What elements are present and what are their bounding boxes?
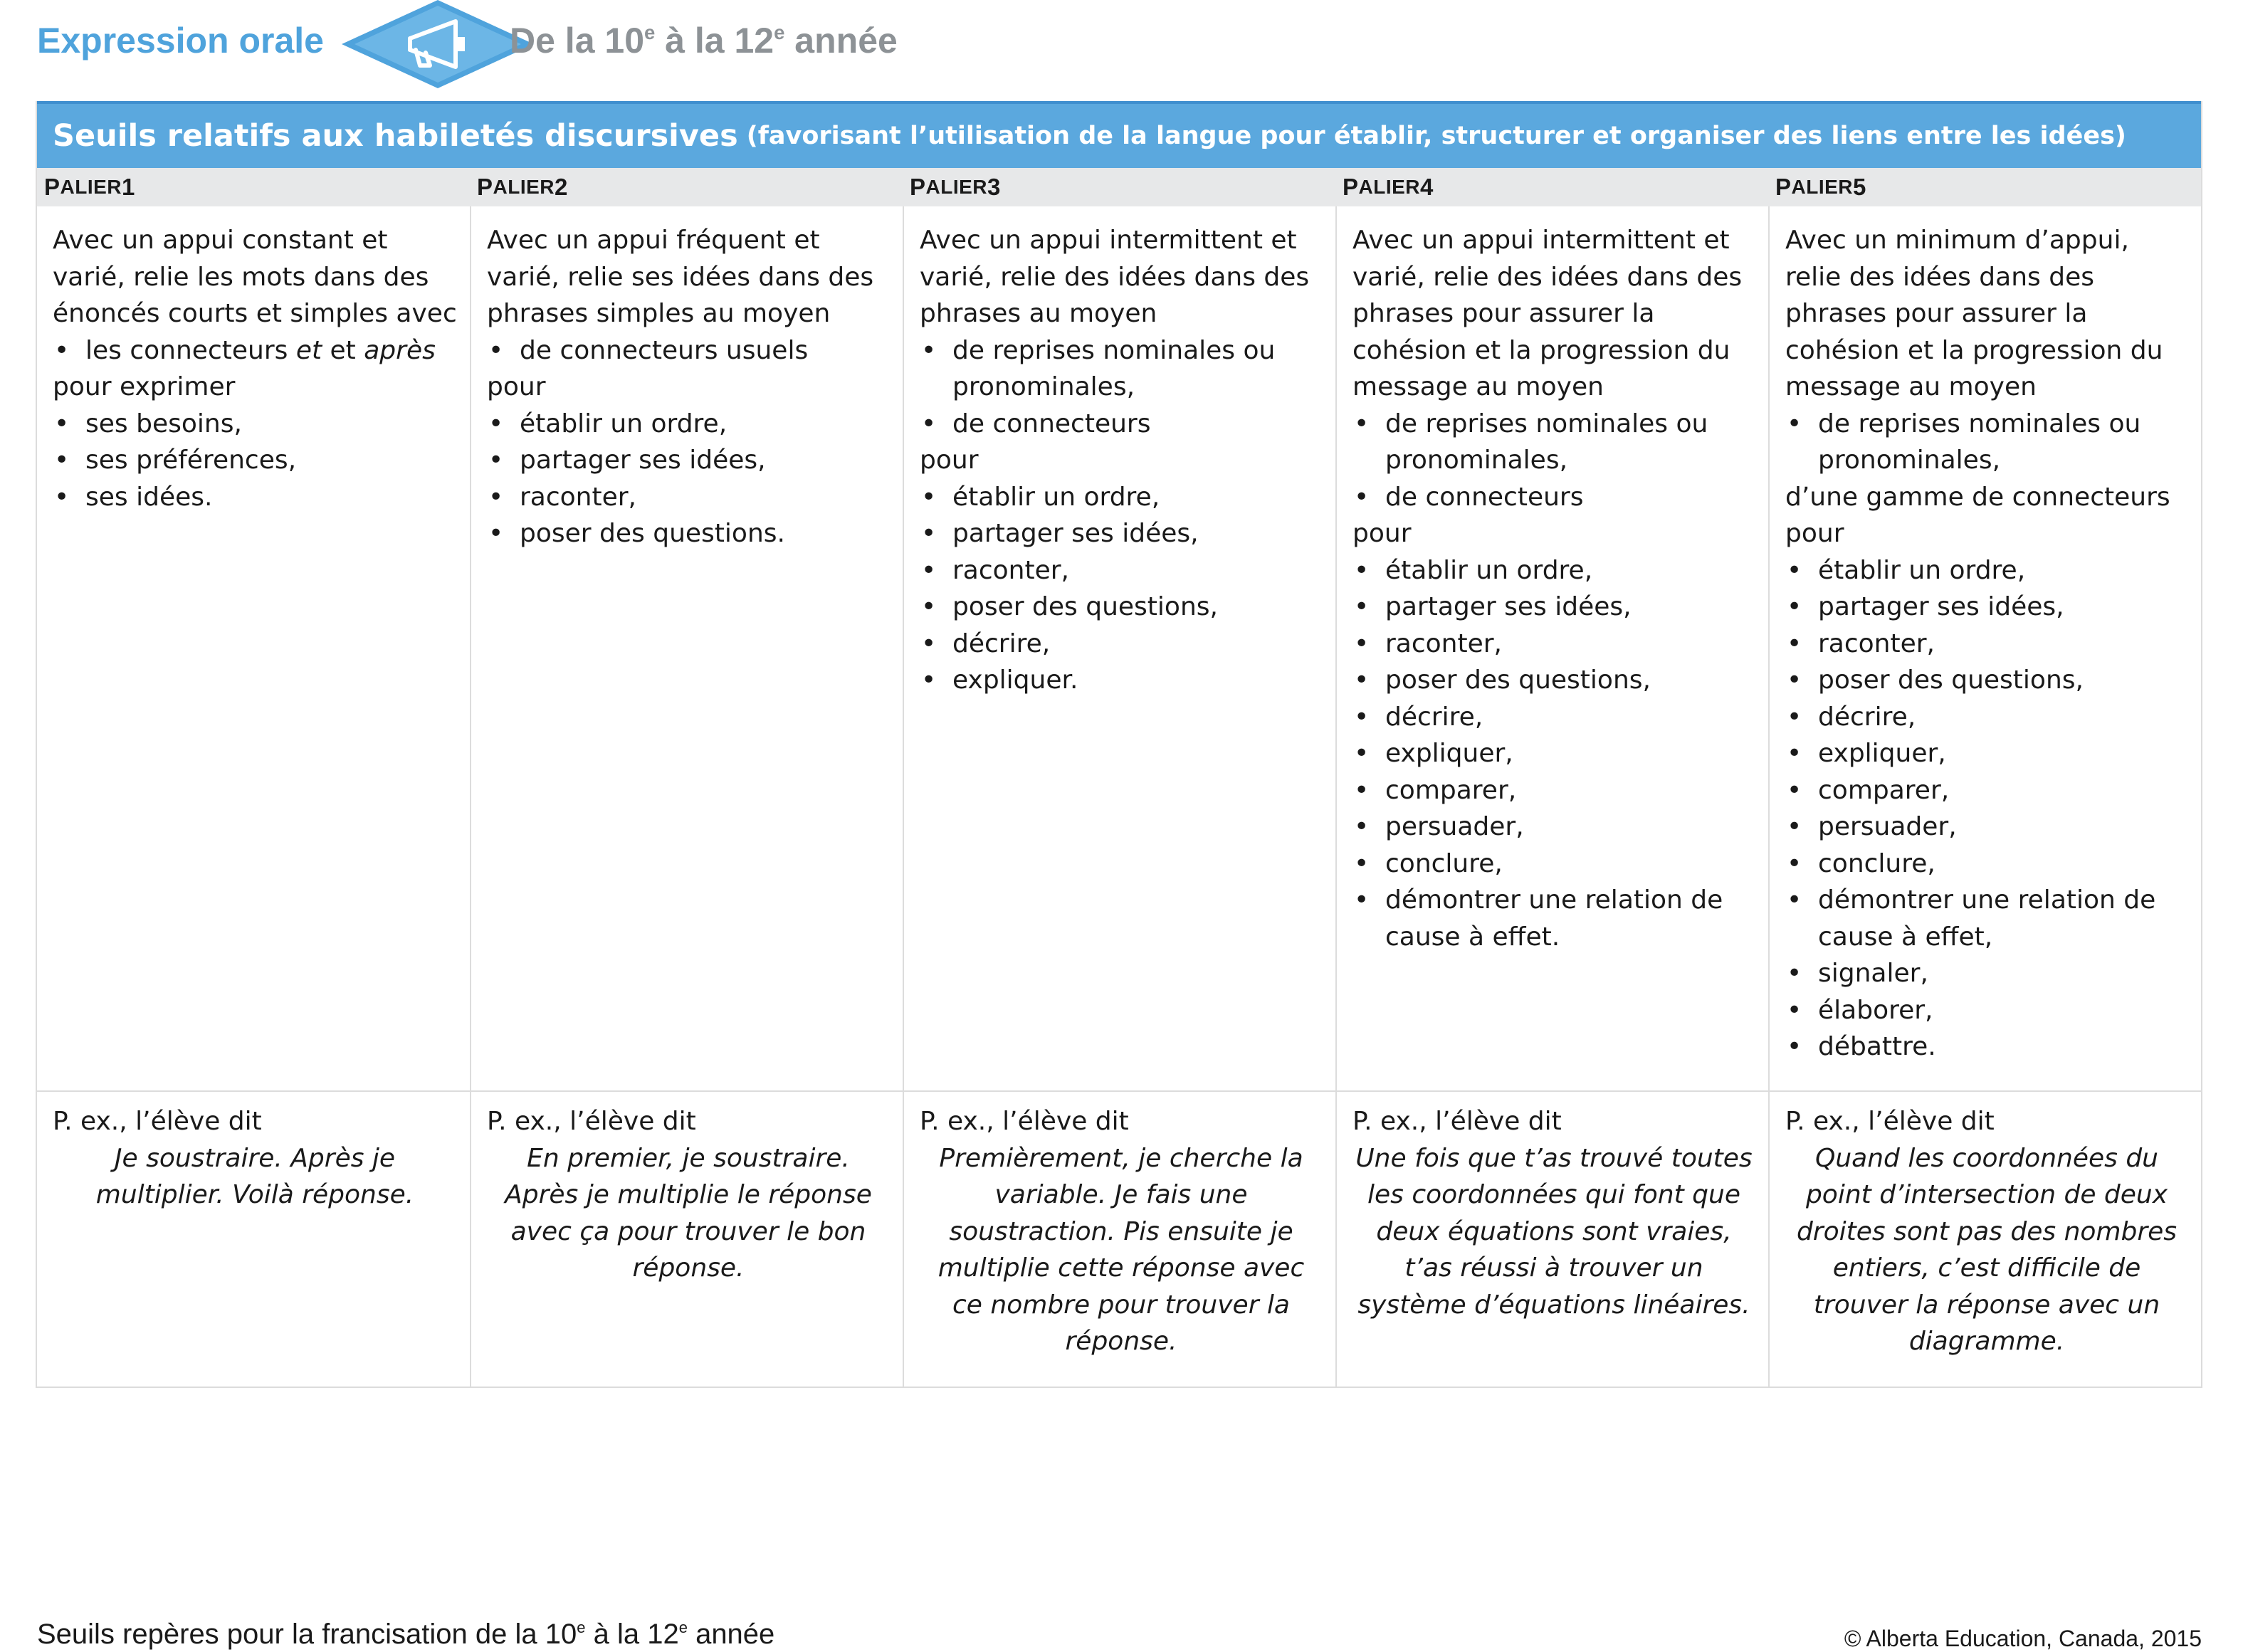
connector-list <box>920 332 1323 443</box>
list-item: • de reprises nominales ou pronominales, <box>920 332 1323 406</box>
list-item: • de reprises nominales ou pronominales, <box>1785 406 2188 479</box>
example-cell-5 <box>1768 1092 2201 1387</box>
level-header-2: P ALIER 2 <box>477 174 568 200</box>
list-item: • ses idées. <box>53 479 457 516</box>
level-header-4: P ALIER 4 <box>1343 174 1434 200</box>
purpose-list <box>1352 552 1755 956</box>
list-item: • ses préférences, <box>53 442 457 479</box>
descriptor-purpose: pour <box>487 372 546 401</box>
table-title: Seuils relatifs aux habiletés discursives <box>53 118 738 154</box>
list-item: • conclure, <box>1785 846 2188 883</box>
table-subtitle: (favorisant l’utilisation de la langue pour établir, structurer et organiser des liens entre les idées) <box>746 122 2126 150</box>
list-item: • partager ses idées, <box>1352 589 1755 626</box>
example-row <box>37 1090 2201 1387</box>
level-header-5: P ALIER 5 <box>1775 174 1866 200</box>
descriptor-cell-1 <box>37 206 470 1090</box>
descriptor-mid: d’une gamme de connecteurs <box>1785 482 2170 512</box>
list-item: • ses besoins, <box>53 406 457 443</box>
list-item: • signaler, <box>1785 955 2188 992</box>
descriptor-intro: Avec un minimum d’appui, relie des idées dans des phrases pour assurer la cohésion et la progression du message au moyen <box>1785 226 2163 401</box>
example-cell-4 <box>1335 1092 1768 1387</box>
example-quote: Premièrement, je cherche la variable. Je fais une soustraction. Pis ensuite je multiplie cette réponse avec ce nombre pour trouver la réponse. <box>937 1143 1305 1356</box>
list-item: • persuader, <box>1785 809 2188 846</box>
descriptor-intro: Avec un appui intermittent et varié, relie des idées dans des phrases pour assurer la cohésion et la progression du message au moyen <box>1352 226 1743 401</box>
level-header-1: P ALIER 1 <box>44 174 135 200</box>
purpose-list <box>1785 552 2188 1066</box>
megaphone-icon <box>342 0 534 88</box>
list-item: • raconter, <box>1352 626 1755 663</box>
descriptor-purpose: pour <box>1785 519 1844 548</box>
descriptor-row <box>37 206 2201 1090</box>
list-item: • conclure, <box>1352 846 1755 883</box>
footer-document-title: Seuils repères pour la francisation de la 10e à la 12e année <box>37 1618 775 1650</box>
example-intro: P. ex., l’élève dit <box>1352 1107 1562 1136</box>
example-intro: P. ex., l’élève dit <box>53 1107 262 1136</box>
list-item: • décrire, <box>1785 699 2188 736</box>
list-item: • débattre. <box>1785 1028 2188 1066</box>
descriptor-cell-4 <box>1335 206 1768 1090</box>
list-item: • comparer, <box>1352 772 1755 809</box>
example-quote: Je soustraire. Après je multiplier. Voilà réponse. <box>95 1143 414 1209</box>
list-item: • démontrer une relation de cause à effet, <box>1785 882 2188 955</box>
list-item: • expliquer. <box>920 662 1323 699</box>
example-cell-1 <box>37 1092 470 1387</box>
descriptor-purpose: pour <box>920 446 979 475</box>
list-item: • décrire, <box>920 626 1323 663</box>
example-quote: Une fois que t’as trouvé toutes les coordonnées qui font que deux équations sont vraies, t’as réussi à trouver un système d’équations linéaires. <box>1355 1143 1753 1320</box>
list-item: • de reprises nominales ou pronominales, <box>1352 406 1755 479</box>
list-item: • établir un ordre, <box>487 406 890 443</box>
descriptor-intro: Avec un appui fréquent et varié, relie ses idées dans des phrases simples au moyen <box>487 226 874 328</box>
connector-list <box>1785 406 2188 479</box>
grade-range: De la 10e à la 12e année <box>510 21 898 60</box>
level-header-3: P ALIER 3 <box>910 174 1001 200</box>
list-item: • raconter, <box>920 552 1323 589</box>
descriptor-intro: Avec un appui constant et varié, relie les mots dans des énoncés courts et simples avec <box>53 226 457 328</box>
list-item: • raconter, <box>1785 626 2188 663</box>
list-item: • les connecteurs et et après <box>53 332 457 369</box>
table-title-bar <box>37 101 2201 168</box>
descriptor-cell-3 <box>903 206 1335 1090</box>
list-item: • élaborer, <box>1785 992 2188 1029</box>
purpose-list <box>53 406 457 516</box>
footer-copyright: © Alberta Education, Canada, 2015 <box>1844 1626 2202 1651</box>
list-item: • de connecteurs <box>920 406 1323 443</box>
connector-list <box>1352 406 1755 516</box>
subject-title: Expression orale <box>37 21 324 60</box>
example-cell-3 <box>903 1092 1335 1387</box>
descriptor-intro: Avec un appui intermittent et varié, relie des idées dans des phrases au moyen <box>920 226 1310 328</box>
list-item: • de connecteurs usuels <box>487 332 890 369</box>
list-item: • décrire, <box>1352 699 1755 736</box>
list-item: • persuader, <box>1352 809 1755 846</box>
list-item: • expliquer, <box>1352 735 1755 772</box>
list-item: • poser des questions, <box>1352 662 1755 699</box>
level-header-row <box>37 168 2201 206</box>
list-item: • poser des questions. <box>487 515 890 552</box>
example-quote: En premier, je soustraire. Après je multiplie le réponse avec ça pour trouver le bon réponse. <box>505 1143 872 1283</box>
list-item: • établir un ordre, <box>1352 552 1755 589</box>
list-item: • de connecteurs <box>1352 479 1755 516</box>
purpose-list <box>920 479 1323 699</box>
benchmarks-table <box>36 101 2202 1388</box>
connector-list <box>487 332 890 369</box>
example-quote: Quand les coordonnées du point d’intersection de deux droites sont pas des nombres entiers, c’est difficile de trouver la réponse avec un diagramme. <box>1796 1143 2178 1356</box>
purpose-list <box>487 406 890 552</box>
example-cell-2 <box>470 1092 903 1387</box>
descriptor-cell-2 <box>470 206 903 1090</box>
list-item: • démontrer une relation de cause à effet. <box>1352 882 1755 955</box>
descriptor-cell-5 <box>1768 206 2201 1090</box>
list-item: • poser des questions, <box>1785 662 2188 699</box>
descriptor-purpose: pour <box>1352 519 1412 548</box>
page-header <box>37 0 2201 88</box>
list-item: • raconter, <box>487 479 890 516</box>
connector-list <box>53 332 457 369</box>
example-intro: P. ex., l’élève dit <box>487 1107 696 1136</box>
list-item: • partager ses idées, <box>1785 589 2188 626</box>
example-intro: P. ex., l’élève dit <box>1785 1107 1995 1136</box>
descriptor-purpose: pour exprimer <box>53 372 236 401</box>
list-item: • partager ses idées, <box>487 442 890 479</box>
list-item: • partager ses idées, <box>920 515 1323 552</box>
list-item: • établir un ordre, <box>1785 552 2188 589</box>
example-intro: P. ex., l’élève dit <box>920 1107 1129 1136</box>
list-item: • expliquer, <box>1785 735 2188 772</box>
list-item: • comparer, <box>1785 772 2188 809</box>
list-item: • établir un ordre, <box>920 479 1323 516</box>
list-item: • poser des questions, <box>920 589 1323 626</box>
